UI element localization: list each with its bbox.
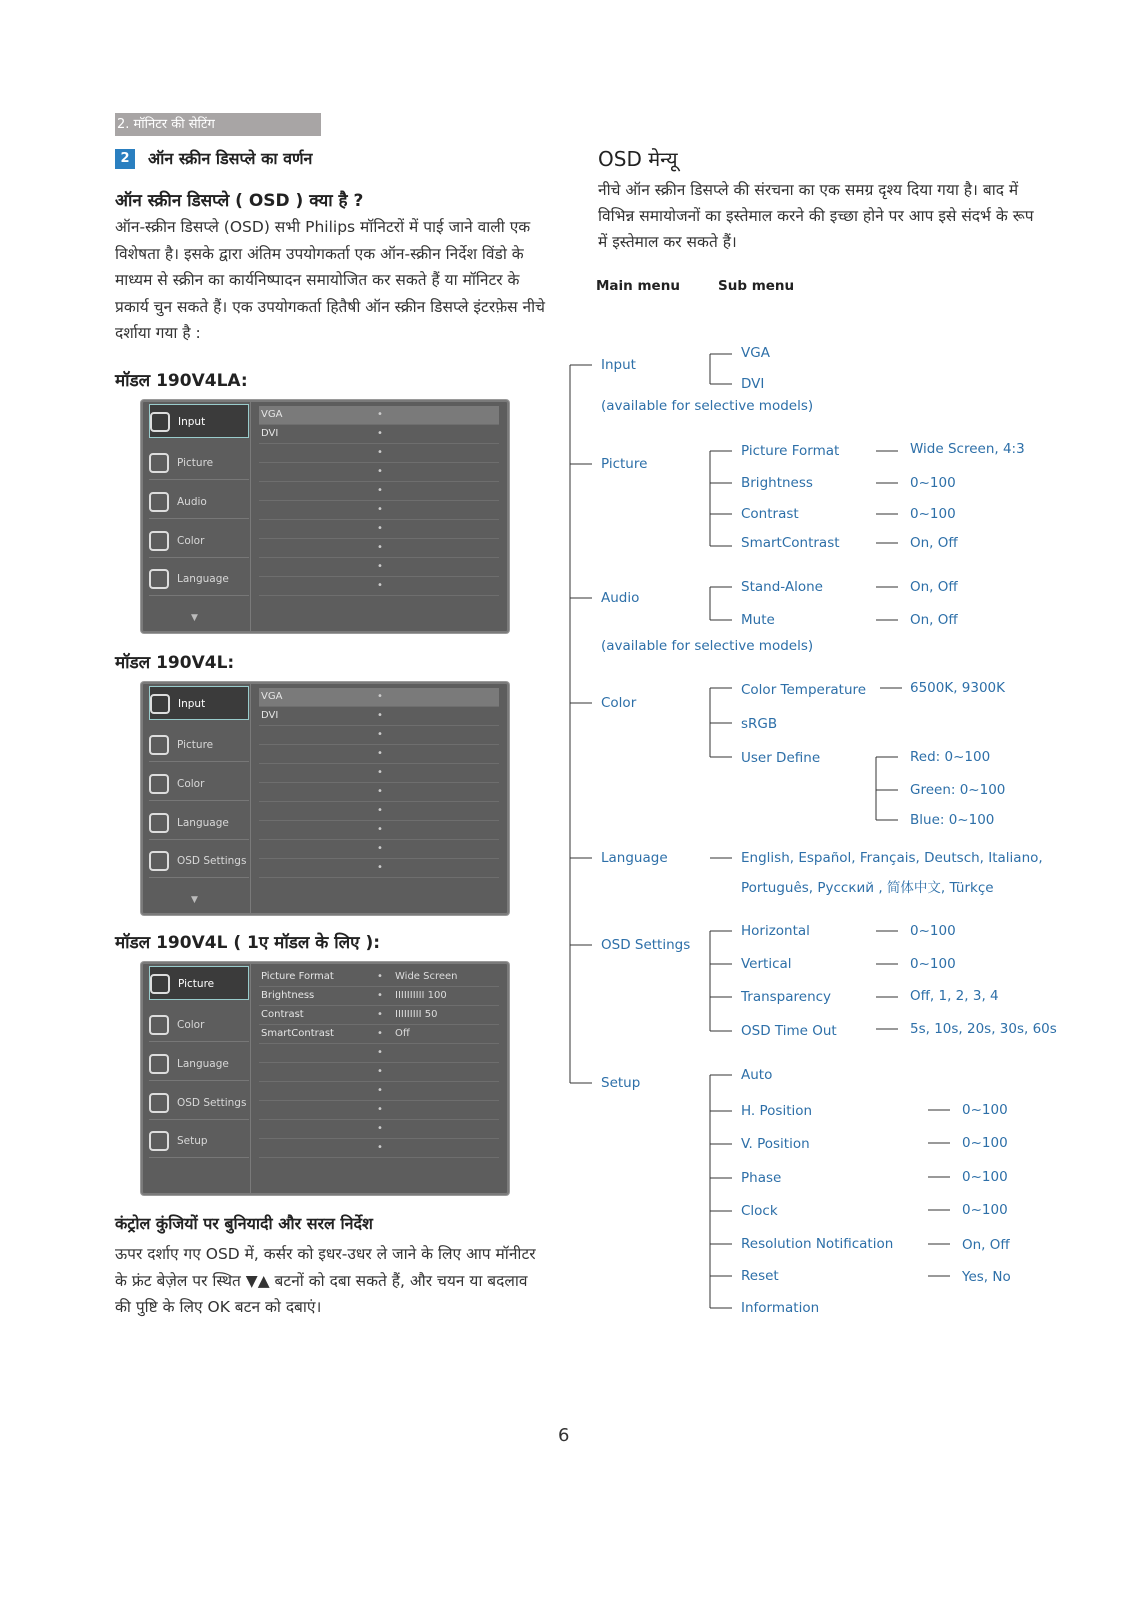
tree-value: Green: 0~100 xyxy=(910,782,1006,798)
osd-menu-item: OSD Settings xyxy=(149,844,249,878)
section-tab: 2. मॉनिटर की सेटिंग xyxy=(115,113,321,136)
osd-row: VGA • xyxy=(259,688,499,707)
osd-row: • xyxy=(259,1063,499,1082)
tree-sub-item: Clock xyxy=(741,1203,778,1219)
tree-value: On, Off xyxy=(910,612,958,628)
osd-row: • xyxy=(259,802,499,821)
osd-menu-item: Setup xyxy=(149,1124,249,1158)
main-menu-header: Main menu xyxy=(596,278,680,294)
osd-menu-item: Picture xyxy=(149,728,249,762)
osd-menu-item: Language xyxy=(149,806,249,840)
controls-heading: कंट्रोल कुंजियों पर बुनियादी और सरल निर्देश xyxy=(115,1214,373,1233)
osd-row: • xyxy=(259,726,499,745)
osd-menu-item: Audio xyxy=(149,485,249,519)
osd-row: Brightness • IIIIIIIIII 100 xyxy=(259,987,499,1006)
osd-row: VGA • xyxy=(259,406,499,425)
tree-value: Red: 0~100 xyxy=(910,749,991,765)
osd-row: DVI • xyxy=(259,707,499,726)
tree-main-setup: Setup xyxy=(601,1075,641,1091)
model-label-1: मॉडल 190V4LA: xyxy=(115,371,248,391)
osd-menu-item: Language xyxy=(149,1047,249,1081)
tree-sub-item: Mute xyxy=(741,612,775,628)
osd-menu-title: OSD मेन्यू xyxy=(598,147,678,171)
tree-value: 0~100 xyxy=(962,1202,1008,1218)
tree-main-picture: Picture xyxy=(601,456,648,472)
tree-sub-item: Color Temperature xyxy=(741,682,867,698)
osd-menu-item: Color xyxy=(149,1008,249,1042)
osd-row: • xyxy=(259,1120,499,1139)
osd-menu-item: Color xyxy=(149,767,249,801)
tree-sub-item: Information xyxy=(741,1300,820,1316)
tree-sub-item: V. Position xyxy=(741,1136,810,1152)
osd-row: • xyxy=(259,764,499,783)
tree-sub-item: Brightness xyxy=(741,475,813,491)
tree-value: Wide Screen, 4:3 xyxy=(910,441,1025,457)
osd-row: • xyxy=(259,1044,499,1063)
osd-menu-item: OSD Settings xyxy=(149,1086,249,1120)
tree-sub-item: Phase xyxy=(741,1170,782,1186)
tree-sub-item: SmartContrast xyxy=(741,535,840,551)
tree-sub-item: DVI xyxy=(741,376,765,392)
tree-value: On, Off xyxy=(910,535,958,551)
tree-sub-item: Stand-Alone xyxy=(741,579,823,595)
tree-sub-item: sRGB xyxy=(741,716,778,732)
tree-value: On, Off xyxy=(962,1237,1010,1253)
availability-note: (available for selective models) xyxy=(601,638,814,654)
osd-row: • xyxy=(259,783,499,802)
page-number: 6 xyxy=(558,1425,570,1446)
controls-paragraph: ऊपर दर्शाए गए OSD में, कर्सर को इधर-उधर ले जाने के लिए आप मॉनीटर के फ्रंट बेज़ेल पर स्थित ▼▲ बटनों को दबा सकते हैं, और चयन या बदलाव की पुष्टि के लिए OK बटन को दबाएं। xyxy=(115,1245,536,1316)
tree-value: Blue: 0~100 xyxy=(910,812,995,828)
osd-row: • xyxy=(259,444,499,463)
osd-row: • xyxy=(259,1139,499,1158)
osd-row: • xyxy=(259,745,499,764)
osd-row: • xyxy=(259,859,499,878)
tree-value: 0~100 xyxy=(962,1169,1008,1185)
tree-value: Off, 1, 2, 3, 4 xyxy=(910,988,999,1004)
osd-row: • xyxy=(259,482,499,501)
osd-row: • xyxy=(259,558,499,577)
tree-value: Yes, No xyxy=(962,1269,1011,1285)
osd-menu-item: Input xyxy=(149,686,249,720)
section-title: ऑन स्क्रीन डिसप्ले का वर्णन xyxy=(148,149,313,168)
osd-menu-item: Input xyxy=(149,404,249,438)
osd-row: Picture Format • Wide Screen xyxy=(259,968,499,987)
tree-sub-item: Picture Format xyxy=(741,443,840,459)
osd-row: • xyxy=(259,1082,499,1101)
tree-language-list: Português, Русский , 简体中文, Türkçe xyxy=(741,880,994,896)
osd-row: • xyxy=(259,1101,499,1120)
tree-value: 0~100 xyxy=(910,956,956,972)
tree-sub-item: User Define xyxy=(741,750,821,766)
tree-sub-item: Horizontal xyxy=(741,923,810,939)
scroll-down-icon: ▼ xyxy=(191,895,198,905)
tree-main-language: Language xyxy=(601,850,668,866)
tree-sub-item: Vertical xyxy=(741,956,792,972)
tree-value: 0~100 xyxy=(910,506,956,522)
tree-sub-item: VGA xyxy=(741,345,770,361)
tree-sub-item: OSD Time Out xyxy=(741,1023,837,1039)
model-label-3: मॉडल 190V4L ( 1ए मॉडल के लिए ): xyxy=(115,933,381,953)
osd-menu-item: Picture xyxy=(149,966,249,1000)
osd-menu-item: Picture xyxy=(149,446,249,480)
tree-value: 5s, 10s, 20s, 30s, 60s xyxy=(910,1021,1057,1037)
tree-value: 0~100 xyxy=(962,1135,1008,1151)
intro-paragraph: ऑन-स्क्रीन डिसप्ले (OSD) सभी Philips मॉनिटरों में पाई जाने वाली एक विशेषता है। इसके द्वारा अंतिम उपयोगकर्ता एक ऑन-स्क्रीन निर्देश विंडो के माध्यम से स्क्रीन का कार्यनिष्पादन समायोजित कर सकते हैं या मॉनिटर के प्रकार्य चुन सकते हैं। एक उपयोगकर्ता हितैषी ऑन स्क्रीन डिसप्ले इंटरफ़ेस नीचे दर्शाया गया है : xyxy=(115,218,546,342)
tree-value: 6500K, 9300K xyxy=(910,680,1006,696)
tree-language-list: English, Español, Français, Deutsch, Italiano, xyxy=(741,850,1043,866)
osd-row: • xyxy=(259,840,499,859)
osd-row: DVI • xyxy=(259,425,499,444)
section-number-badge: 2 xyxy=(115,149,135,169)
osd-row: • xyxy=(259,520,499,539)
intro-heading: ऑन स्क्रीन डिसप्ले ( OSD ) क्या है ? xyxy=(115,191,364,211)
tree-value: 0~100 xyxy=(910,475,956,491)
osd-row: • xyxy=(259,463,499,482)
availability-note: (available for selective models) xyxy=(601,398,814,414)
tree-sub-item: Reset xyxy=(741,1268,779,1284)
sub-menu-header: Sub menu xyxy=(718,278,795,294)
scroll-down-icon: ▼ xyxy=(191,613,198,623)
tree-sub-item: H. Position xyxy=(741,1103,813,1119)
tree-main-osd-settings: OSD Settings xyxy=(601,937,691,953)
osd-row: • xyxy=(259,821,499,840)
tree-main-input: Input xyxy=(601,357,636,373)
tree-main-audio: Audio xyxy=(601,590,640,606)
model-label-2: मॉडल 190V4L: xyxy=(115,653,235,673)
osd-row: Contrast • IIIIIIIII 50 xyxy=(259,1006,499,1025)
osd-menu-paragraph: नीचे ऑन स्क्रीन डिसप्ले की संरचना का एक समग्र दृश्य दिया गया है। बाद में विभिन्न समायोजनों का इस्तेमाल करने की इच्छा होने पर आप इसे संदर्भ के रूप में इस्तेमाल कर सकते हैं। xyxy=(598,181,1034,251)
osd-row: • xyxy=(259,577,499,596)
tree-value: 0~100 xyxy=(962,1102,1008,1118)
tree-value: On, Off xyxy=(910,579,958,595)
tree-sub-item: Contrast xyxy=(741,506,799,522)
tree-sub-item: Transparency xyxy=(741,989,832,1005)
osd-row: SmartContrast • Off xyxy=(259,1025,499,1044)
osd-menu-item: Color xyxy=(149,524,249,558)
tree-main-color: Color xyxy=(601,695,637,711)
tree-value: 0~100 xyxy=(910,923,956,939)
osd-row: • xyxy=(259,539,499,558)
tree-sub-item: Resolution Notification xyxy=(741,1236,894,1252)
osd-row: • xyxy=(259,501,499,520)
tree-sub-item: Auto xyxy=(741,1067,773,1083)
osd-menu-item: Language xyxy=(149,562,249,596)
